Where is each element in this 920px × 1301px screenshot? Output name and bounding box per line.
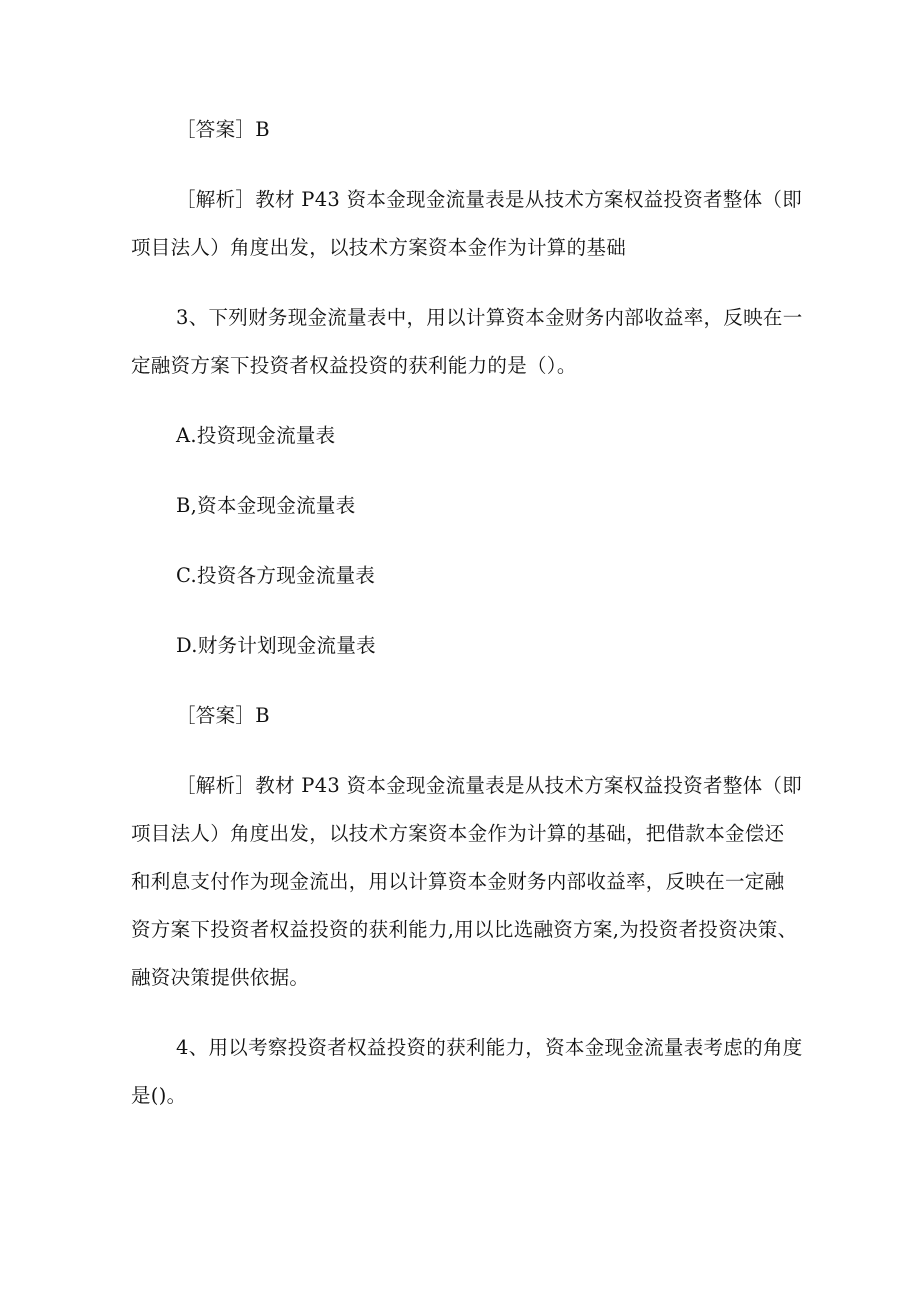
answer-line: ［答案］B (176, 704, 270, 727)
option-d: D.财务计划现金流量表 (176, 634, 376, 657)
explanation-line: 融资决策提供依据。 (131, 966, 310, 989)
explanation-line: 资方案下投资者权益投资的获利能力,用以比选融资方案,为投资者投资决策、 (131, 918, 798, 941)
explanation-line: 项目法人）角度出发，以技术方案资本金作为计算的基础，把借款本金偿还 (131, 822, 785, 845)
explanation-line: ［解析］教材 P43 资本金现金流量表是从技术方案权益投资者整体（即 (176, 188, 803, 211)
question-4-line: 4、用以考察投资者权益投资的获利能力，资本金现金流量表考虑的角度 (176, 1036, 803, 1059)
question-4-line: 是()。 (131, 1084, 187, 1107)
explanation-line: ［解析］教材 P43 资本金现金流量表是从技术方案权益投资者整体（即 (176, 774, 803, 797)
question-3-line: 定融资方案下投资者权益投资的获利能力的是（）。 (131, 354, 577, 377)
option-b: B,资本金现金流量表 (176, 494, 356, 517)
answer-line: ［答案］B (176, 118, 270, 141)
option-c: C.投资各方现金流量表 (176, 564, 376, 587)
explanation-line: 项目法人）角度出发，以技术方案资本金作为计算的基础 (131, 236, 627, 259)
option-a: A.投资现金流量表 (176, 424, 336, 447)
question-3-line: 3、下列财务现金流量表中，用以计算资本金财务内部收益率，反映在一 (176, 306, 803, 329)
explanation-line: 和利息支付作为现金流出，用以计算资本金财务内部收益率，反映在一定融 (131, 870, 785, 893)
